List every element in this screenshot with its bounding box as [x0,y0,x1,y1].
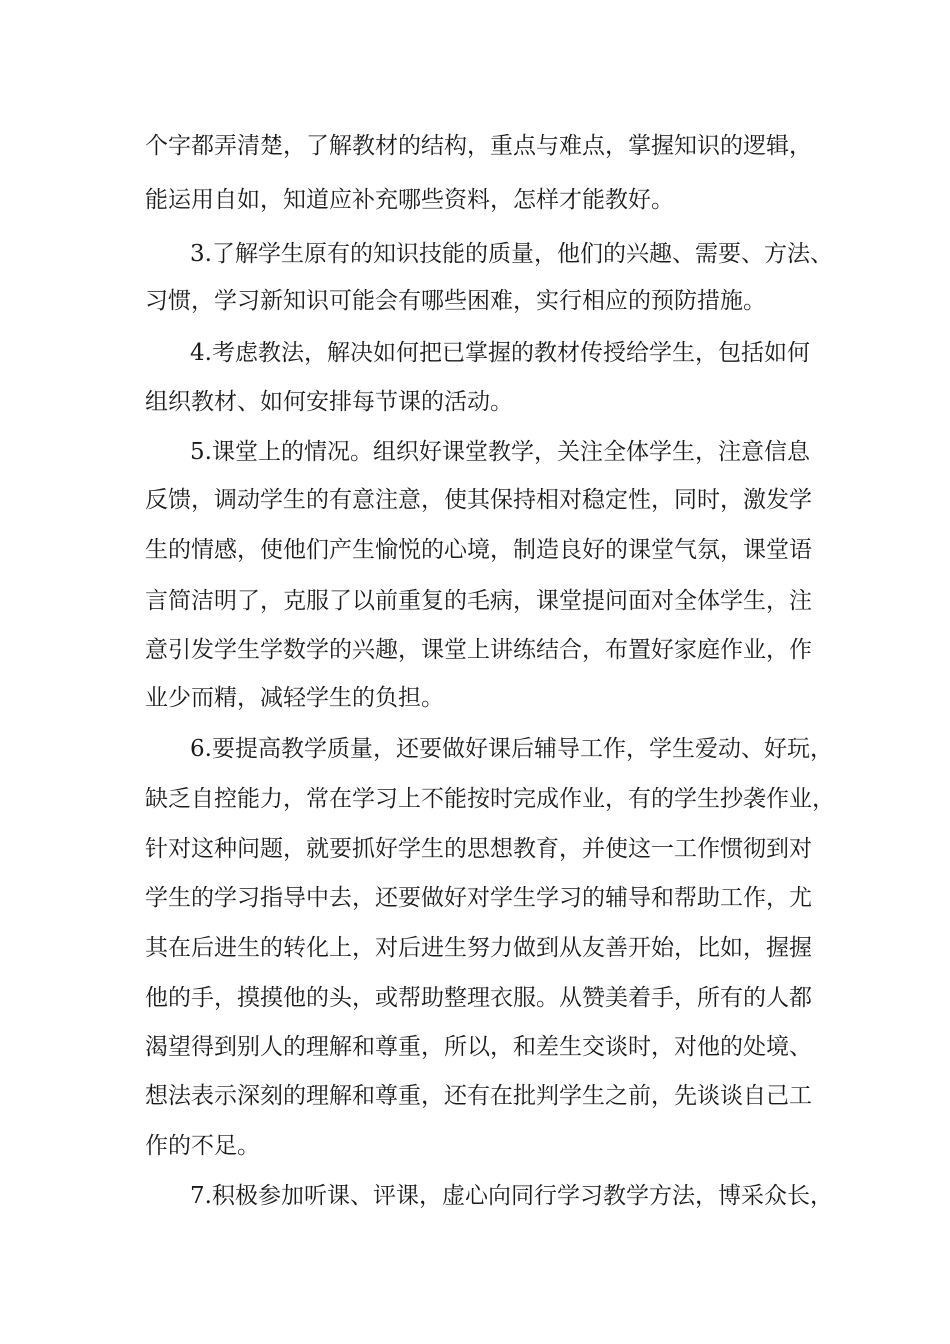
text-line: 针对这种问题，就要抓好学生的思想教育，并使这一工作惯彻到对 [145,836,812,862]
text-line: 能运用自如，知道应补充哪些资料，怎样才能教好。 [145,187,674,213]
text-line: 组织教材、如何安排每节课的活动。 [145,389,513,415]
paragraph-4-start: 4.考虑教法，解决如何把已掌握的教材传授给学生，包括如何 [190,340,810,366]
text-line: 生的情感，使他们产生愉悦的心境，制造良好的课堂气氛，课堂语 [145,537,812,563]
text-line: 业少而精，减轻学生的负担。 [145,685,444,711]
text-line: 习惯，学习新知识可能会有哪些困难，实行相应的预防措施。 [145,288,766,314]
text-line: 反馈，调动学生的有意注意，使其保持相对稳定性，同时，激发学 [145,487,812,513]
paragraph-3-start: 3.了解学生原有的知识技能的质量，他们的兴趣、需要、方法、 [190,241,833,267]
text-line: 学生的学习指导中去，还要做好对学生学习的辅导和帮助工作，尤 [145,885,812,911]
paragraph-6-start: 6.要提高教学质量，还要做好课后辅导工作，学生爱动、好玩， [190,736,833,762]
paragraph-7-start: 7.积极参加听课、评课，虚心向同行学习教学方法，博采众长， [190,1183,833,1209]
text-line: 他的手，摸摸他的头，或帮助整理衣服。从赞美着手，所有的人都 [145,985,812,1011]
text-line: 其在后进生的转化上，对后进生努力做到从友善开始，比如，握握 [145,935,812,961]
text-line: 渴望得到别人的理解和尊重，所以，和差生交谈时，对他的处境、 [145,1034,812,1060]
text-line: 想法表示深刻的理解和尊重，还有在批判学生之前，先谈谈自己工 [145,1083,812,1109]
text-line: 作的不足。 [145,1133,260,1159]
text-line: 意引发学生学数学的兴趣，课堂上讲练结合，布置好家庭作业，作 [145,637,812,663]
text-line: 个字都弄清楚，了解教材的结构，重点与难点，掌握知识的逻辑， [145,133,812,159]
text-line: 缺乏自控能力，常在学习上不能按时完成作业，有的学生抄袭作业， [145,786,835,812]
text-line: 言简洁明了，克服了以前重复的毛病，课堂提问面对全体学生，注 [145,588,812,614]
paragraph-5-start: 5.课堂上的情况。组织好课堂教学，关注全体学生，注意信息 [190,439,810,465]
